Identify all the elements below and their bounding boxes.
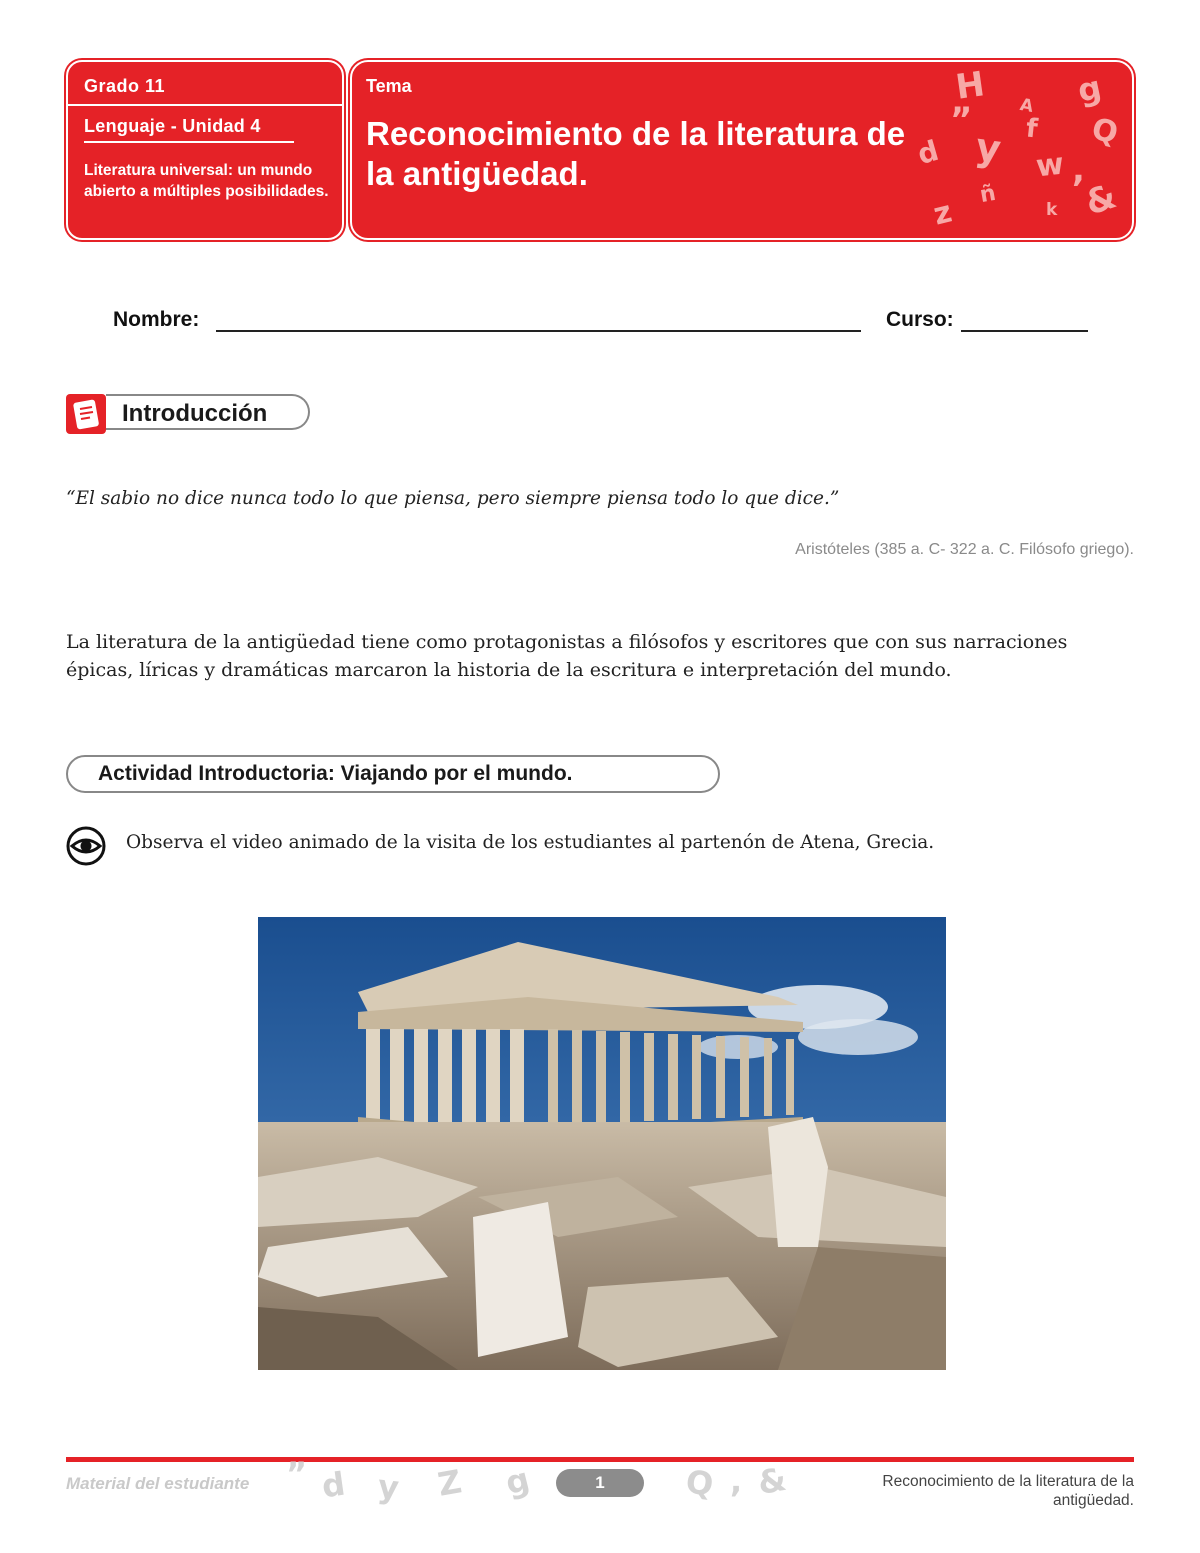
parthenon-photo [258,917,946,1370]
header-info-box [66,60,344,240]
decor-letter: , [1072,150,1085,190]
name-row [113,308,1093,338]
decor-letter: w [1034,146,1066,185]
decor-letter: Q [683,1462,716,1504]
decor-letter: A [1018,95,1035,117]
decor-letter: & [1080,176,1122,224]
decor-letter: g [501,1459,534,1503]
activity-instruction: Observa el video animado de la visita de los estudiantes al partenón de Atena, Grecia. [126,832,935,853]
section-header-introduccion [106,394,310,430]
grade-bar [68,62,342,106]
footer-material-label: Material del estudiante [66,1474,250,1493]
notepad-icon [66,394,106,434]
decor-letter: Z [434,1462,465,1504]
name-label: Nombre: [113,308,200,331]
intro-paragraph: La literatura de la antigüedad tiene como protagonistas a filósofos y escritores que con sus narraciones épicas, líricas y dramáticas marcaron la historia de la escritura e interpretación del mundo. [66,631,1068,681]
section-header-actividad [66,755,720,793]
subject-label: Lenguaje - Unidad 4 [84,116,294,143]
decor-letter: Q [1088,111,1122,152]
decor-letter: d [913,133,943,172]
decor-letter: z [930,194,956,233]
decor-letter: & [754,1459,789,1503]
unit-description: Literatura universal: un mundo abierto a múltiples posibilidades. [84,162,329,200]
decor-letter: ” [286,1455,308,1493]
quote: “El sabio no dice nunca todo lo que piensa, pero siempre piensa todo lo que dice.” [66,488,840,509]
footer-rule [66,1457,1134,1462]
decor-letter: H [953,64,988,108]
course-field[interactable] [961,330,1088,332]
page-number: 1 [556,1469,644,1497]
quote-attribution: Aristóteles (385 a. C- 322 a. C. Filósofo griego). [795,541,1134,558]
header-topic-box [350,60,1134,240]
decor-letter: ñ [977,180,998,209]
decor-letter: , [730,1462,743,1500]
decor-letter: y [973,124,1004,172]
activity-title: Actividad Introductoria: Viajando por el mundo. [98,762,573,785]
decor-letter: k [1046,200,1058,220]
eye-icon [66,826,106,866]
course-label: Curso: [886,308,954,331]
name-field[interactable] [216,330,861,332]
decor-letter: ” [950,100,973,140]
page-title: Reconocimiento de la literatura de la antigüedad. [366,115,906,192]
decor-letter: g [1074,68,1105,110]
grade-label: Grado 11 [84,76,166,96]
decor-letter: f [1024,113,1039,145]
footer-doc-title: Reconocimiento de la literatura de la antigüedad. [882,1473,1134,1509]
decor-letter: d [319,1464,348,1506]
decor-letter: y [376,1467,401,1507]
section-title: Introducción [122,400,268,427]
topic-label: Tema [366,76,412,96]
